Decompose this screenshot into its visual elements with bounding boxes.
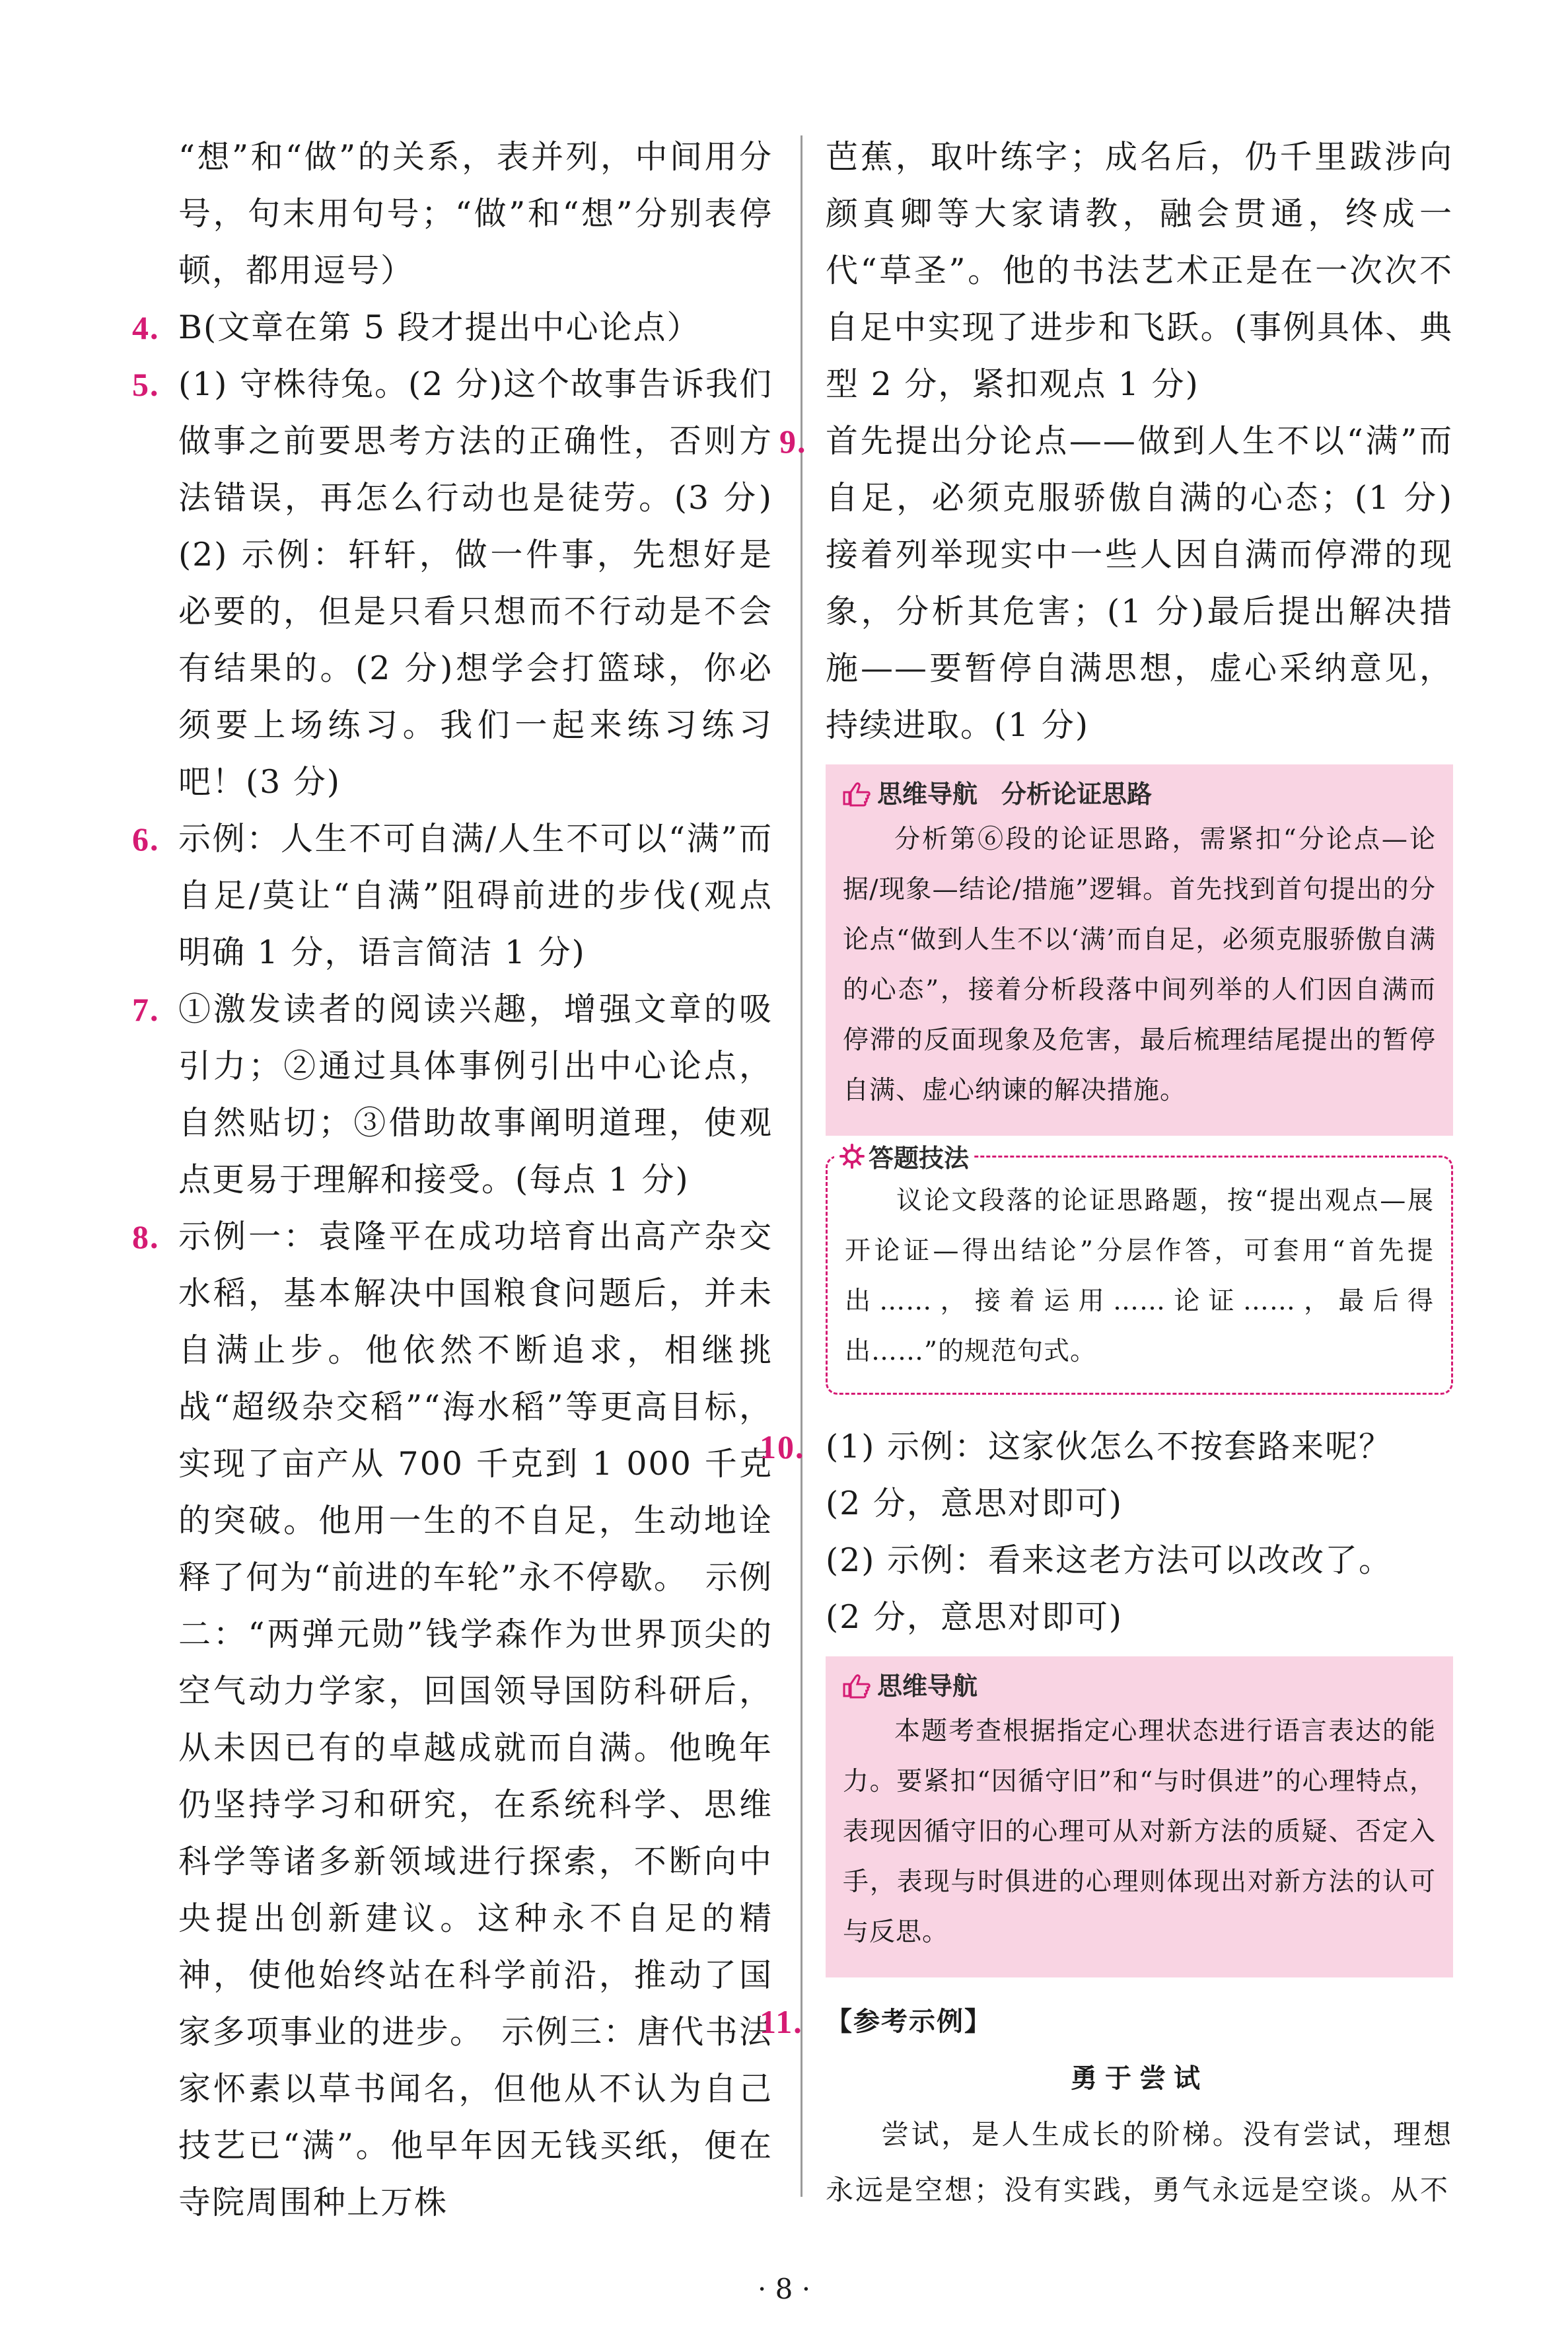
- essay-title: 勇于尝试: [1071, 2063, 1208, 2094]
- answer-tip-title: 答题技法: [869, 1144, 970, 1173]
- item-11-number: 11.: [760, 2003, 803, 2040]
- thinking-guide-text: 分析第⑥段的论证思路，需紧扣“分论点—论据/现象—结论/措施”逻辑。首先找到首句提出的分论点“做到人生不以‘满’而自足，必须克服骄傲自满的心态”，接着分析段落中间列举的人们因自满而停滞的反面现象及危害，最后梳理结尾提出的暂停自满、虚心纳谏的解决措施。: [843, 825, 1436, 1105]
- item-7-number: 7.: [132, 991, 160, 1028]
- item-10-line-3: (2) 示例：看来这老方法可以改改了。: [826, 1541, 1392, 1579]
- item-7: [132, 981, 773, 1208]
- thinking-guide-box-1: [826, 764, 1453, 1136]
- item-6: [132, 811, 773, 981]
- item-4-number: 4.: [132, 309, 160, 346]
- gear-icon: [839, 1144, 865, 1169]
- item-7-text: ①激发读者的阅读兴趣，增强文章的吸引力；②通过具体事例引出中心论点，自然贴切；③借助故事阐明道理，使观点更易于理解和接受。(每点 1 分): [178, 990, 773, 1199]
- answer-tip-box: [826, 1144, 1453, 1395]
- item-4: [132, 299, 773, 356]
- item-3-continuation: [178, 129, 773, 299]
- thinking-guide-title-2: 思维导航: [877, 1672, 978, 1701]
- pointing-hand-icon: [843, 1674, 871, 1699]
- pointing-hand-icon: [843, 782, 871, 807]
- item-6-number: 6.: [132, 821, 160, 858]
- item-8-number: 8.: [132, 1218, 160, 1255]
- page-number: · 8 ·: [757, 2273, 811, 2305]
- item-5-number: 5.: [132, 366, 160, 403]
- item-9-number: 9.: [779, 423, 807, 460]
- essay-text: 尝试，是人生成长的阶梯。没有尝试，理想永远是空想；没有实践，勇气永远是空谈。从不: [826, 2118, 1453, 2206]
- thinking-guide-header: [843, 774, 1436, 815]
- thinking-guide-text-2: 本题考查根据指定心理状态进行语言表达的能力。要紧扣“因循守旧”和“与时俱进”的心理特点，表现因循守旧的心理可从对新方法的质疑、否定入手，表现与时俱进的心理则体现出对新方法的认可与反思。: [843, 1716, 1436, 1947]
- reference-example-label: 【参考示例】: [826, 2007, 992, 2037]
- item-3-text: “想”和“做”的关系，表并列，中间用分号，句末用句号；“做”和“想”分别表停顿，都用逗号）: [178, 138, 773, 289]
- item-8-continuation-text: 芭蕉，取叶练字；成名后，仍千里跋涉向颜真卿等大家请教，融会贯通，终成一代“草圣”。他的书法艺术正是在一次次不自足中实现了进步和飞跃。(事例具体、典型 2 分，紧扣观点 1 分): [826, 138, 1453, 403]
- item-8-continuation: [826, 129, 1453, 413]
- answer-tip-text: 议论文段落的论证思路题，按“提出观点—展开论证—得出结论”分层作答，可套用“首先提出……，接着运用……论证……，最后得出……”的规范句式。: [845, 1186, 1434, 1366]
- item-10: [760, 1419, 1453, 1646]
- item-10-number: 10.: [760, 1428, 805, 1465]
- right-column: [760, 129, 1453, 2218]
- item-10-line-4: (2 分，意思对即可): [826, 1598, 1123, 1636]
- item-8: [132, 1208, 773, 2231]
- item-6-text: 示例：人生不可自满/人生不可以“满”而自足/莫让“自满”阻碍前进的步伐(观点明确 1 分，语言简洁 1 分): [178, 820, 773, 971]
- left-column: [132, 129, 773, 2231]
- item-8-text: 示例一：袁隆平在成功培育出高产杂交水稻，基本解决中国粮食问题后，并未自满止步。他依然不断追求，相继挑战“超级杂交稻”“海水稻”等更高目标，实现了亩产从 700 千克到 1 000 千克的突破。他用一生的不自足，生动地诠释了何为“前进的车轮”永不停歇。 示例二：“两弹元勋”钱学森作为世界顶尖的空气动力学家，回国领导国防科研后，从未因已有的卓越成就而自满。他晚年仍坚持学习和研究，在系统科学、思维科学等诸多新领域进行探索，不断向中央提出创新建议。这种永不自足的精神，使他始终站在科学前沿，推动了国家多项事业的进步。 示例三：唐代书法家怀素以草书闻名，但他从不认为自己技艺已“满”。他早年因无钱买纸，便在寺院周围种上万株: [178, 1218, 773, 2221]
- answer-tip-header: [834, 1138, 974, 1174]
- item-5: [132, 356, 773, 811]
- item-10-line-2: (2 分，意思对即可): [826, 1485, 1123, 1522]
- item-10-line-1: (1) 示例：这家伙怎么不按套路来呢？: [826, 1428, 1392, 1465]
- item-4-text: B(文章在第 5 段才提出中心论点）: [178, 309, 701, 346]
- item-11: [760, 1993, 1453, 2218]
- item-9: [779, 413, 1453, 754]
- item-9-text: 首先提出分论点——做到人生不以“满”而自足，必须克服骄傲自满的心态；(1 分)接着列举现实中一些人因自满而停滞的现象，分析其危害；(1 分)最后提出解决措施——要暂停自满思想，虚心采纳意见，持续进取。(1 分): [826, 422, 1453, 744]
- item-5-text: (1) 守株待兔。(2 分)这个故事告诉我们做事之前要思考方法的正确性，否则方法错误，再怎么行动也是徒劳。(3 分)(2) 示例：轩轩，做一件事，先想好是必要的，但是只看只想而不行动是不会有结果的。(2 分)想学会打篮球，你必须要上场练习。我们一起来练习练习吧！(3 分): [178, 365, 773, 801]
- thinking-guide-header-2: [843, 1666, 1436, 1707]
- thinking-guide-subtitle: 分析论证思路: [1001, 780, 1153, 809]
- thinking-guide-box-2: [826, 1656, 1453, 1977]
- thinking-guide-title: 思维导航: [877, 780, 978, 809]
